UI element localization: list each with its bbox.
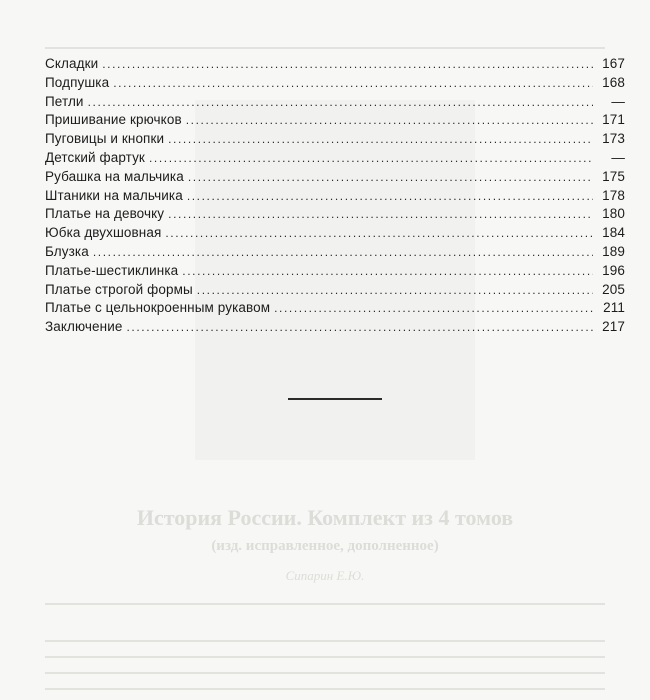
toc-entry xyxy=(45,281,625,300)
toc-entry xyxy=(45,243,625,262)
toc-leader-dots xyxy=(93,243,593,262)
toc-leader-dots xyxy=(187,187,593,206)
toc-entry-page: 178 xyxy=(602,187,625,203)
toc-entry-page: 167 xyxy=(602,56,625,71)
bleed-through-line xyxy=(45,47,605,49)
toc-entry-page: 217 xyxy=(602,319,625,335)
toc-entry-page: — xyxy=(611,149,625,165)
toc-entry xyxy=(45,168,625,187)
toc-entry-page: 171 xyxy=(602,112,625,128)
toc-leader-dots xyxy=(182,262,593,281)
toc-leader-dots xyxy=(197,281,593,300)
toc-entry xyxy=(45,93,625,112)
bleed-through-line xyxy=(45,656,605,658)
toc-entry-page: 205 xyxy=(602,281,625,297)
toc-entry-title: Платье строгой формы xyxy=(45,281,193,297)
toc-entry xyxy=(45,74,625,93)
toc-entry-title: Детский фартук xyxy=(45,149,145,165)
toc-leader-dots xyxy=(88,93,593,112)
toc-entry-title: Пуговицы и кнопки xyxy=(45,131,165,147)
bleed-through-author: Сипарин Е.Ю. xyxy=(285,568,365,583)
toc-entry-title: Платье с цельнокроенным рукавом xyxy=(45,300,271,316)
bleed-through-subtitle: (изд. исправленное, дополненное) xyxy=(211,538,439,554)
toc-leader-dots xyxy=(168,205,593,224)
toc-entry-title: Платье-шестиклинка xyxy=(45,262,179,278)
toc-entry-page: 189 xyxy=(602,243,625,259)
toc-entry-page: 175 xyxy=(602,168,625,184)
toc-entry xyxy=(45,149,625,168)
toc-entry-title: Рубашка на мальчика xyxy=(45,168,184,184)
toc-entry xyxy=(45,224,625,243)
toc-entry-page: 173 xyxy=(602,131,625,147)
toc-entry-page: 211 xyxy=(603,300,625,316)
bleed-through-title: История России. Комплект из 4 томов xyxy=(136,505,514,530)
bleed-through-line xyxy=(45,688,605,690)
toc-leader-dots xyxy=(165,224,593,243)
toc-entry-page: — xyxy=(611,93,625,109)
toc-entry xyxy=(45,130,625,149)
toc-leader-dots xyxy=(168,130,593,149)
table-of-contents xyxy=(45,55,625,337)
toc-entry-page: 168 xyxy=(602,74,625,90)
toc-entry xyxy=(45,111,625,130)
toc-entry-title: Юбка двухшовная xyxy=(45,225,162,241)
toc-entry-page: 196 xyxy=(602,262,625,278)
toc-entry-page: 180 xyxy=(602,206,625,222)
toc-leader-dots xyxy=(113,74,593,93)
toc-leader-dots xyxy=(149,149,593,168)
toc-leader-dots xyxy=(126,318,593,337)
toc-entry xyxy=(45,55,625,74)
toc-entry xyxy=(45,299,625,318)
toc-entry-title: Заключение xyxy=(45,319,123,335)
toc-entry-title: Складки xyxy=(45,56,99,71)
toc-entry xyxy=(45,318,625,337)
toc-entry-title: Подпушка xyxy=(45,74,110,90)
toc-leader-dots xyxy=(102,55,593,74)
toc-entry xyxy=(45,187,625,206)
toc-entry-title: Пришивание крючков xyxy=(45,112,182,128)
bleed-through-line xyxy=(45,672,605,674)
toc-entry-title: Штаники на мальчика xyxy=(45,187,183,203)
toc-leader-dots xyxy=(186,111,593,130)
toc-leader-dots xyxy=(188,168,593,187)
end-of-contents-rule xyxy=(288,398,382,400)
toc-entry xyxy=(45,205,625,224)
toc-entry-page: 184 xyxy=(602,225,625,241)
bleed-through-line xyxy=(45,640,605,642)
toc-entry-title: Петли xyxy=(45,93,84,109)
toc-entry xyxy=(45,262,625,281)
toc-leader-dots xyxy=(274,299,593,318)
toc-entry-title: Платье на девочку xyxy=(45,206,165,222)
bleed-through-line xyxy=(45,603,605,605)
toc-entry-title: Блузка xyxy=(45,243,89,259)
